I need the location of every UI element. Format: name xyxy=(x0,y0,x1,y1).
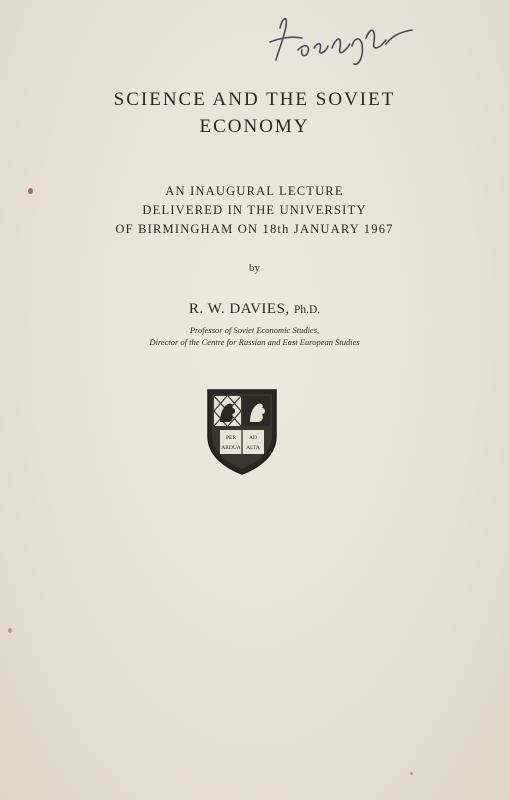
lecture-line-2: DELIVERED IN THE UNIVERSITY xyxy=(142,203,367,217)
foxing-spot xyxy=(28,188,33,194)
author-line xyxy=(0,301,509,318)
university-crest-icon xyxy=(206,388,278,476)
lecture-description xyxy=(0,182,509,239)
foxing-spot xyxy=(8,628,12,633)
foxing-spot xyxy=(410,772,413,775)
role-line-1: Professor of Soviet Economic Studies, xyxy=(189,325,320,335)
lecture-line-1: AN INAUGURAL LECTURE xyxy=(165,184,344,198)
crest-motto-left-bottom: ARDUA xyxy=(221,445,241,451)
crest-motto-left-top: PER xyxy=(225,435,237,441)
author-name: R. W. DAVIES, xyxy=(188,301,290,317)
lecture-line-3: OF BIRMINGHAM ON 18th JANUARY 1967 xyxy=(115,222,394,236)
author-degree: Ph.D. xyxy=(293,304,321,316)
title-line-1: SCIENCE AND THE SOVIET xyxy=(113,89,396,110)
document-title xyxy=(0,86,509,140)
role-line-2: Director of the Centre for Russian and East European Studies xyxy=(149,337,360,347)
by-label: by xyxy=(249,262,260,274)
author-roles xyxy=(0,324,509,348)
crest-motto-right-top: AD xyxy=(249,435,257,441)
handwritten-signature xyxy=(262,8,422,68)
crest-motto-right-bottom: ALTA xyxy=(246,445,260,451)
title-line-2: ECONOMY xyxy=(199,116,310,137)
